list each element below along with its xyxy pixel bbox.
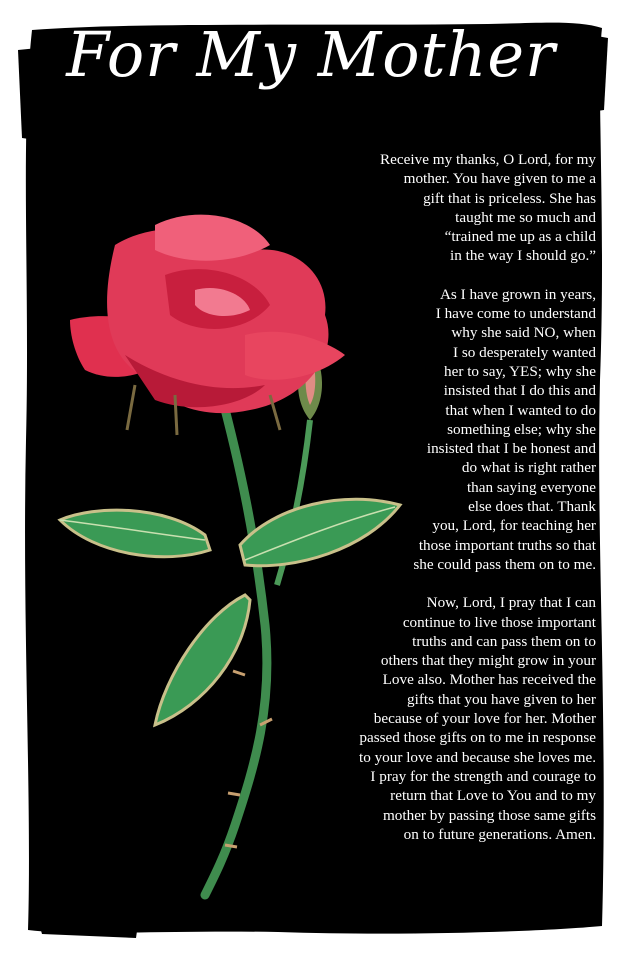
poem-line: in the way I should go.” <box>450 247 596 265</box>
poem-line: to your love and because she loves me. <box>358 748 596 766</box>
poem-line: else does that. Thank <box>468 498 596 516</box>
poem-stanza <box>266 285 596 574</box>
poem-line: Receive my thanks, O Lord, for my <box>380 151 596 168</box>
poem-line: you, Lord, for teaching her <box>432 517 596 535</box>
poem-line: mother. You have given to me a <box>403 170 596 188</box>
poem-line: on to future generations. Amen. <box>403 825 596 843</box>
page-title: For My Mother <box>66 18 556 91</box>
poem-line: passed those gifts on to me in response <box>359 729 596 747</box>
poem-line: Now, Lord, I pray that I can <box>426 594 596 612</box>
poem-line: I have come to understand <box>435 305 596 323</box>
poem-line: because of your love for her. Mother <box>373 710 596 728</box>
poem-line: those important truths so that <box>418 536 596 554</box>
poem-line: I pray for the strength and courage to <box>370 767 596 785</box>
poem-line: mother by passing those same gifts <box>382 806 596 824</box>
poem-line: I so desperately wanted <box>453 343 596 361</box>
poem-line: than saying everyone <box>466 478 596 496</box>
poem-line: truths and can pass them on to <box>412 632 596 650</box>
poem-text <box>266 150 596 863</box>
poem-stanza <box>266 150 596 266</box>
poem-line: Love also. Mother has received the <box>382 671 596 689</box>
poem-line: why she said NO, when <box>451 324 596 342</box>
poem-line: do what is right rather <box>461 459 596 477</box>
poem-line: her to say, YES; why she <box>444 362 596 380</box>
poem-line: she could pass them on to me. <box>413 555 596 573</box>
poem-line: return that Love to You and to my <box>390 787 596 805</box>
poem-line: gift that is priceless. She has <box>423 189 596 207</box>
poem-line: gifts that you have given to her <box>407 690 596 708</box>
poem-line: that when I wanted to do <box>445 401 596 419</box>
poem-line: “trained me up as a child <box>444 228 596 246</box>
poem-line: insisted that I be honest and <box>426 440 596 458</box>
poem-line: others that they might grow in your <box>380 652 596 670</box>
poem-line: something else; why she <box>447 420 596 438</box>
poem-stanza <box>266 593 596 844</box>
poem-line: taught me so much and <box>455 208 596 226</box>
poem-line: insisted that I do this and <box>443 382 596 400</box>
poem-line: continue to live those important <box>402 613 596 631</box>
poem-line: As I have grown in years, <box>439 285 596 303</box>
